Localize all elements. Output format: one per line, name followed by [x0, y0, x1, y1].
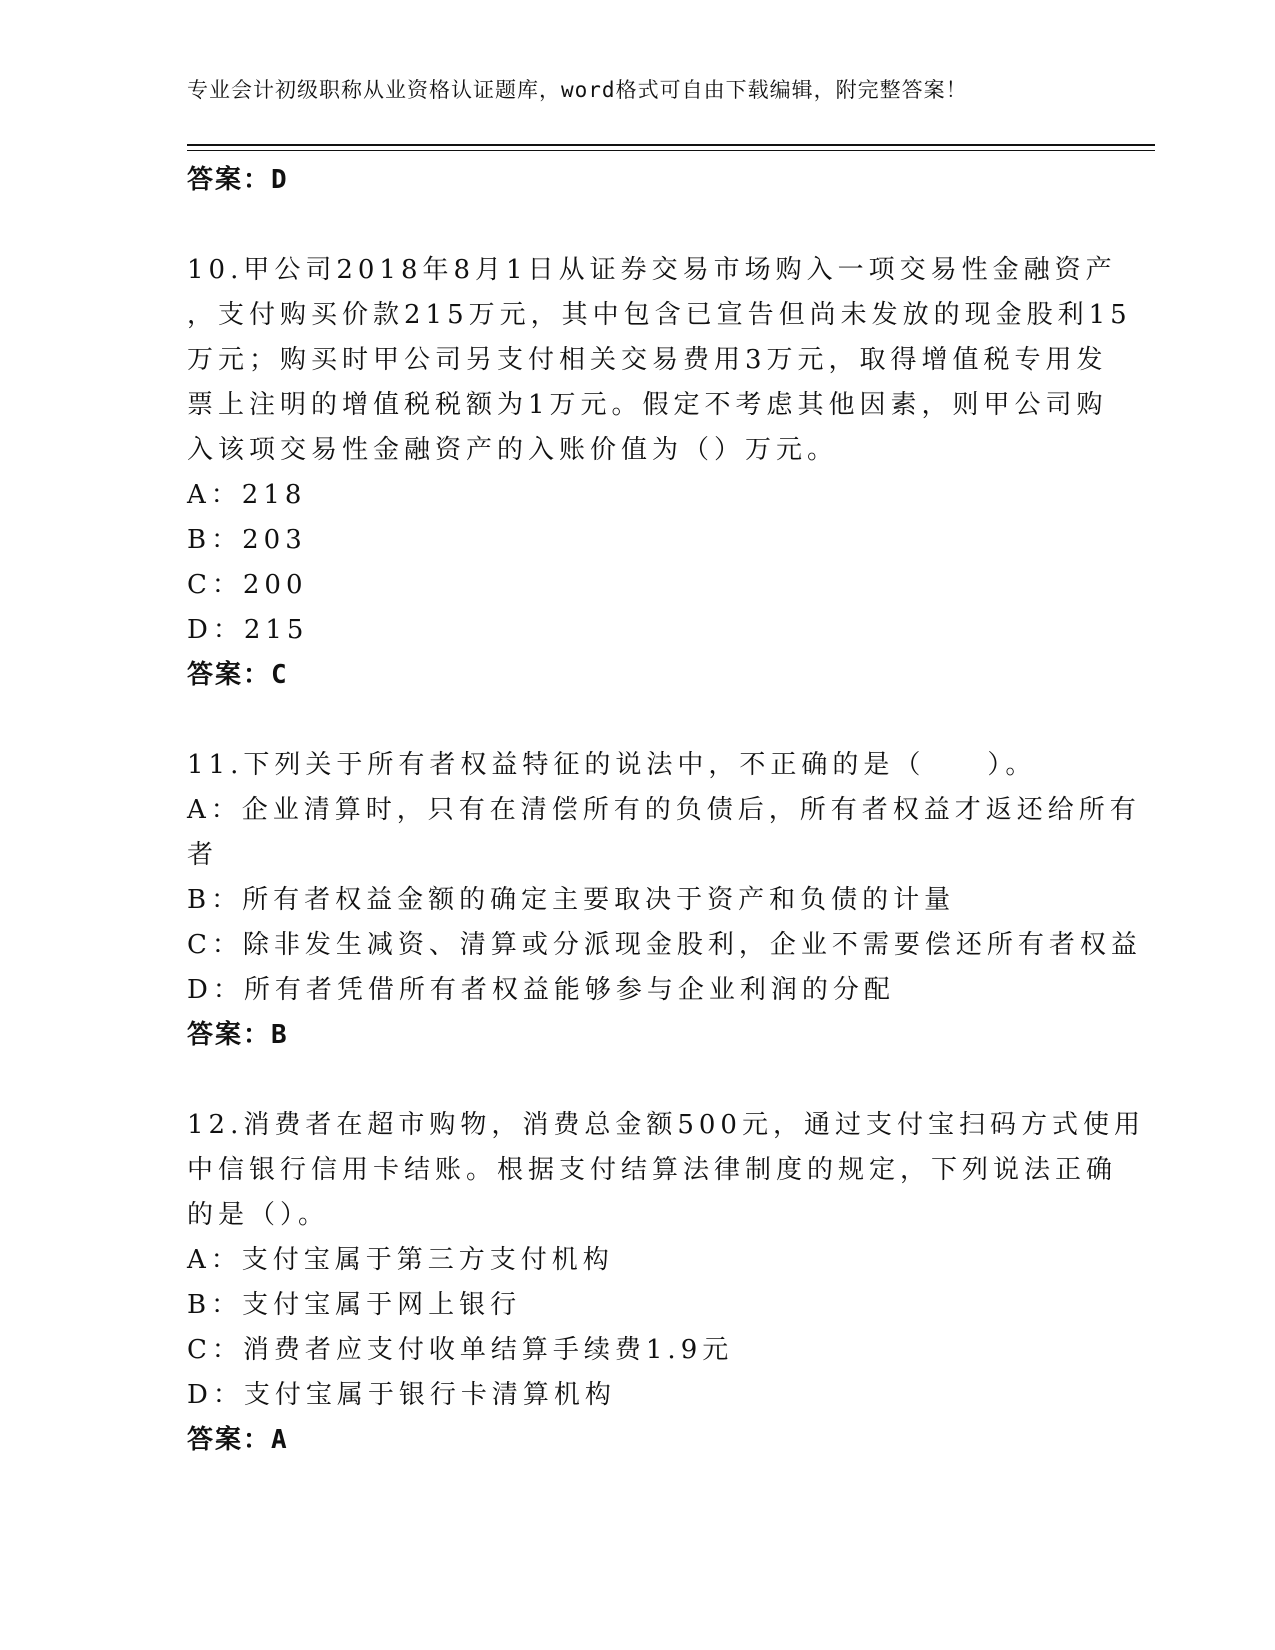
option-b: B：203	[187, 525, 307, 555]
answer: 答案：C	[187, 660, 289, 690]
question-stem-line: 12.消费者在超市购物，消费总金额500元，通过支付宝扫码方式使用	[187, 1110, 1145, 1140]
option-a: A：支付宝属于第三方支付机构	[187, 1245, 614, 1275]
option-d: D：支付宝属于银行卡清算机构	[187, 1380, 616, 1410]
previous-answer: 答案：D	[187, 165, 289, 195]
option-c: C：200	[187, 570, 308, 600]
question-10	[187, 248, 1132, 698]
question-stem-line: 中信银行信用卡结账。根据支付结算法律制度的规定，下列说法正确	[187, 1155, 1118, 1185]
option-b: B：所有者权益金额的确定主要取决于资产和负债的计量	[187, 885, 956, 915]
header-rule	[187, 144, 1155, 151]
option-c: C：除非发生减资、清算或分派现金股利，企业不需要偿还所有者权益	[187, 930, 1142, 960]
question-list	[187, 158, 1145, 1463]
option-d: D：215	[187, 615, 309, 645]
option-d: D：所有者凭借所有者权益能够参与企业利润的分配	[187, 975, 895, 1005]
answer: 答案：A	[187, 1425, 289, 1455]
question-stem-line: 入该项交易性金融资产的入账价值为（）万元。	[187, 435, 839, 465]
question-stem-line: 万元；购买时甲公司另支付相关交易费用3万元，取得增值税专用发	[187, 345, 1108, 375]
option-a: A：218	[187, 480, 307, 510]
question-stem-line: 11.下列关于所有者权益特征的说法中，不正确的是（ ）。	[187, 750, 1037, 780]
option-b: B：支付宝属于网上银行	[187, 1290, 522, 1320]
answer: 答案：B	[187, 1020, 289, 1050]
question-stem-line: 10.甲公司2018年8月1日从证券交易市场购入一项交易性金融资产	[187, 255, 1117, 285]
question-stem-line: ，支付购买价款215万元，其中包含已宣告但尚未发放的现金股利15	[187, 300, 1132, 330]
question-11	[187, 743, 1142, 1058]
option-a-continued: 者	[187, 840, 219, 870]
option-c: C：消费者应支付收单结算手续费1.9元	[187, 1335, 734, 1365]
page-header: 专业会计初级职称从业资格认证题库，word格式可自由下载编辑，附完整答案！	[187, 78, 968, 102]
question-stem-line: 的是（）。	[187, 1200, 330, 1230]
option-a: A：企业清算时，只有在清偿所有的负债后，所有者权益才返还给所有	[187, 795, 1141, 825]
question-stem-line: 票上注明的增值税税额为1万元。假定不考虑其他因素，则甲公司购	[187, 390, 1108, 420]
question-12	[187, 1103, 1145, 1463]
